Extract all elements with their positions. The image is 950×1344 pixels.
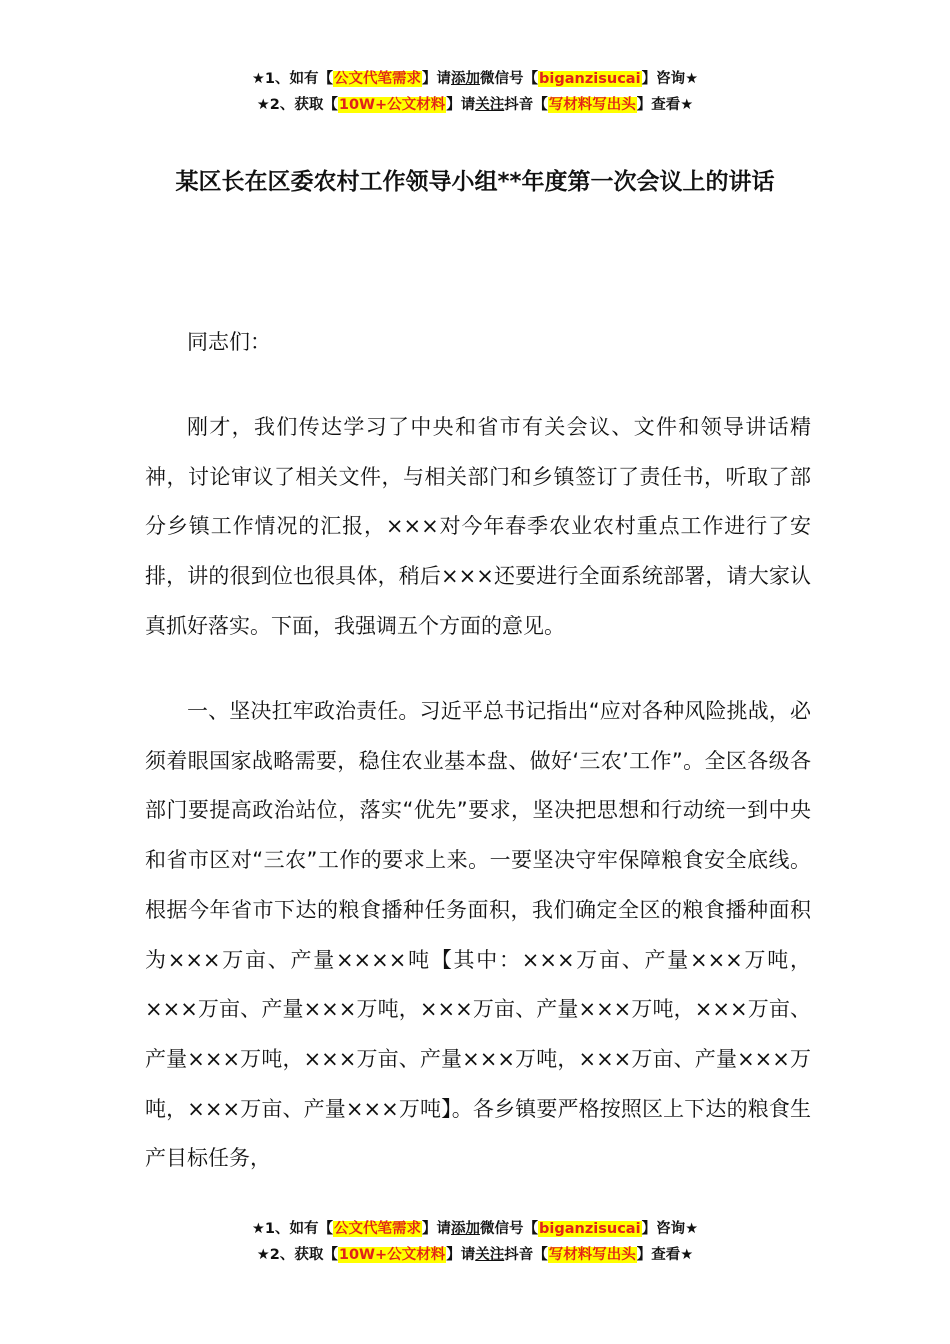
document-title: 某区长在区委农村工作领导小组**年度第一次会议上的讲话 [175, 169, 775, 195]
paragraph-section-one [145, 687, 811, 1184]
promo-line-1: ★1、如有【公文代笔需求】请添加微信号【biganzisucai】咨询★ [251, 1221, 699, 1237]
promo-banner-top [0, 66, 950, 118]
paragraph-text: 刚才，我们传达学习了中央和省市有关会议、文件和领导讲话精神，讨论审议了相关文件，与相关部门和乡镇签订了责任书，听取了部分乡镇工作情况的汇报，×××对今年春季农业农村重点工作进行了安排，讲的很到位也很具体，稍后×××还要进行全面系统部署，请大家认真抓好落实。下面，我强调五个方面的意见。 [145, 415, 811, 638]
highlight-service: 公文代笔需求 [334, 71, 422, 87]
promo-line-2: ★2、获取【10W+公文材料】请关注抖音【写材料写出头】查看★ [256, 97, 694, 113]
salutation [145, 318, 811, 368]
paragraph-opening [145, 403, 811, 652]
salutation-text: 同志们： [187, 330, 271, 354]
highlight-materials: 10W+公文材料 [338, 97, 446, 113]
highlight-wechat-id: biganzisucai [539, 1221, 641, 1237]
highlight-service: 公文代笔需求 [334, 1221, 422, 1237]
promo-line-2: ★2、获取【10W+公文材料】请关注抖音【写材料写出头】查看★ [256, 1247, 694, 1263]
promo-line-1: ★1、如有【公文代笔需求】请添加微信号【biganzisucai】咨询★ [251, 71, 699, 87]
promo-banner-bottom [0, 1216, 950, 1268]
highlight-douyin-account: 写材料写出头 [548, 97, 636, 113]
highlight-materials: 10W+公文材料 [338, 1247, 446, 1263]
highlight-wechat-id: biganzisucai [539, 71, 641, 87]
highlight-douyin-account: 写材料写出头 [548, 1247, 636, 1263]
paragraph-text: 一、坚决扛牢政治责任。习近平总书记指出“应对各种风险挑战，必须着眼国家战略需要，稳住农业基本盘、做好‘三农’工作”。全区各级各部门要提高政治站位，落实“优先”要求，坚决把思想和行动统一到中央和省市区对“三农”工作的要求上来。一要坚决守牢保障粮食安全底线。根据今年省市下达的粮食播种任务面积，我们确定全区的粮食播种面积为×××万亩、产量××××吨【其中：×××万亩、产量×××万吨，×××万亩、产量×××万吨，×××万亩、产量×××万吨，×××万亩、产量×××万吨，×××万亩、产量×××万吨，×××万亩、产量×××万吨，×××万亩、产量×××万吨】。各乡镇要严格按照区上下达的粮食生产目标任务， [145, 699, 811, 1171]
